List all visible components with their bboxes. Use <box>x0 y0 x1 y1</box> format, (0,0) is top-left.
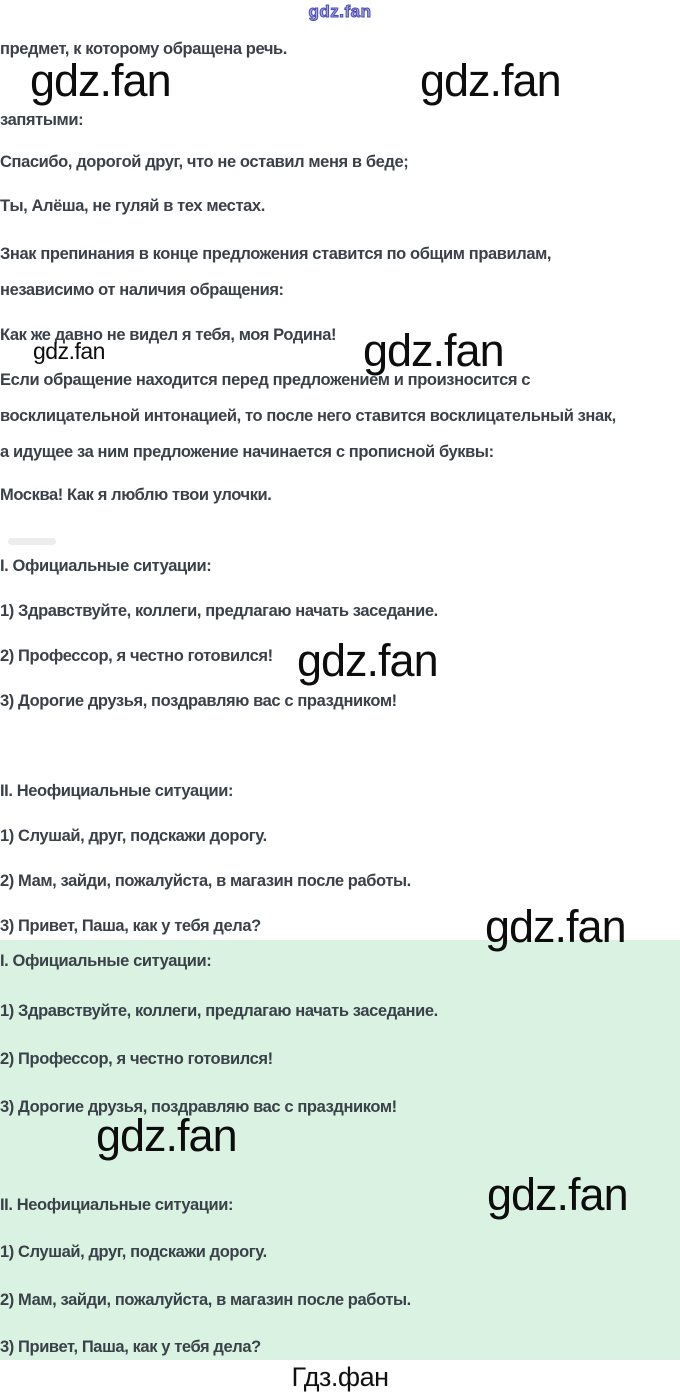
site-watermark: gdz.fan <box>363 325 504 376</box>
text-line: I. Официальные ситуации: <box>0 952 212 970</box>
text-line: запятыми: <box>0 111 84 129</box>
site-watermark: gdz.fan <box>420 55 561 106</box>
text-line: 2) Мам, зайди, пожалуйста, в магазин после работы. <box>0 1291 411 1309</box>
text-line: Спасибо, дорогой друг, что не оставил меня в беде; <box>0 153 409 171</box>
text-line: II. Неофициальные ситуации: <box>0 782 234 800</box>
text-line: 3) Дорогие друзья, поздравляю вас с праздником! <box>0 1098 397 1116</box>
text-line: 2) Профессор, я честно готовился! <box>0 1050 273 1068</box>
text-line: предмет, к которому обращена речь. <box>0 40 287 58</box>
text-line: 3) Дорогие друзья, поздравляю вас с праздником! <box>0 692 397 710</box>
text-line: Ты, Алёша, не гуляй в тех местах. <box>0 197 265 215</box>
divider-dash <box>8 538 56 545</box>
text-line: 3) Привет, Паша, как у тебя дела? <box>0 1338 261 1356</box>
footer-site-name: Гдз.фан <box>291 1362 389 1392</box>
text-line: Москва! Как я люблю твои улочки. <box>0 486 272 504</box>
text-line: 2) Профессор, я честно готовился! <box>0 647 273 665</box>
text-line: 1) Слушай, друг, подскажи дорогу. <box>0 1243 267 1261</box>
text-line: независимо от наличия обращения: <box>0 281 284 299</box>
text-line: 1) Здравствуйте, коллеги, предлагаю начать заседание. <box>0 1002 438 1020</box>
text-line: Если обращение находится перед предложением и произносится с <box>0 371 531 389</box>
site-watermark: gdz.fan <box>96 1110 237 1161</box>
text-line: I. Официальные ситуации: <box>0 557 212 575</box>
site-watermark: gdz.fan <box>33 338 105 364</box>
text-line: 1) Здравствуйте, коллеги, предлагаю начать заседание. <box>0 602 438 620</box>
site-watermark: gdz.fan <box>308 2 372 21</box>
text-line: Знак препинания в конце предложения ставится по общим правилам, <box>0 245 552 263</box>
site-watermark: gdz.fan <box>485 901 626 952</box>
text-line: а идущее за ним предложение начинается с прописной буквы: <box>0 443 494 461</box>
site-watermark: gdz.fan <box>30 55 171 106</box>
text-line: II. Неофициальные ситуации: <box>0 1196 234 1214</box>
text-line: 3) Привет, Паша, как у тебя дела? <box>0 917 261 935</box>
site-watermark: gdz.fan <box>487 1169 628 1220</box>
text-line: 2) Мам, зайди, пожалуйста, в магазин после работы. <box>0 872 411 890</box>
site-watermark: gdz.fan <box>297 635 438 686</box>
text-line: Как же давно не видел я тебя, моя Родина! <box>0 326 337 344</box>
text-line: восклицательной интонацией, то после него ставится восклицательный знак, <box>0 407 616 425</box>
text-line: 1) Слушай, друг, подскажи дорогу. <box>0 827 267 845</box>
